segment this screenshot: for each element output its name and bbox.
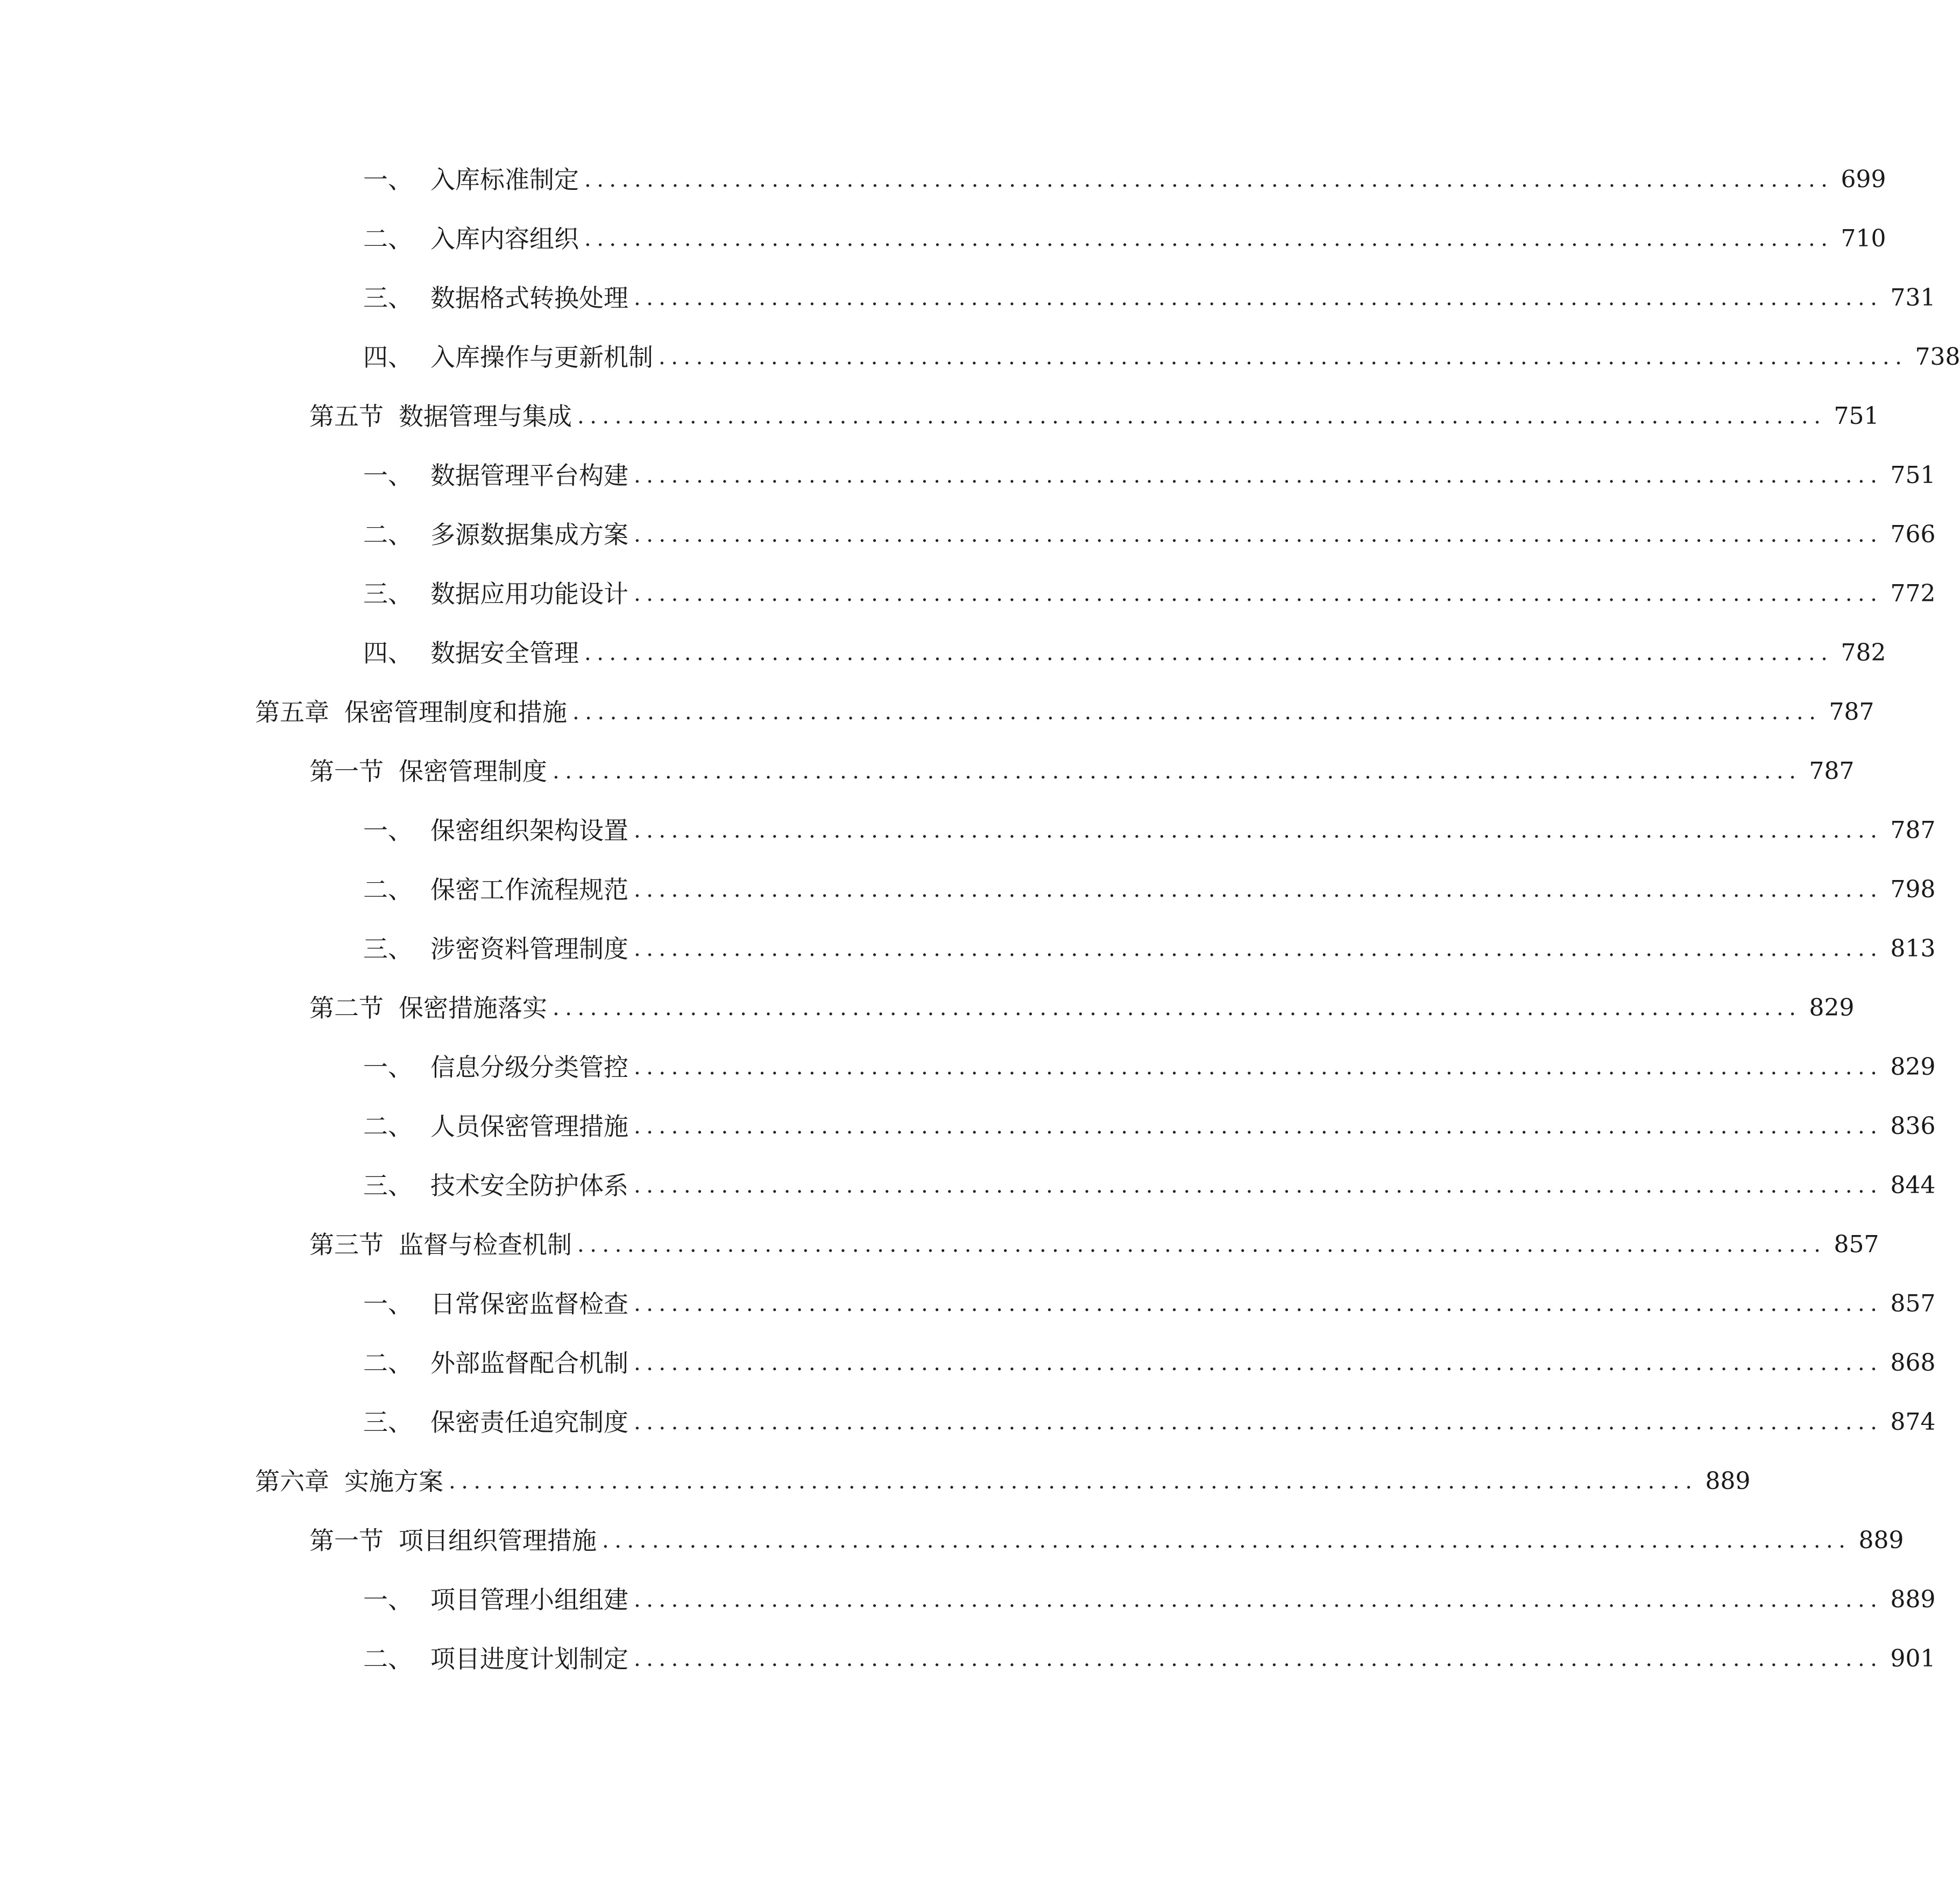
dot-leader: ....................................................................................................	[634, 1055, 1883, 1080]
toc-entry-title: 涉密资料管理制度	[430, 934, 628, 963]
toc-entry-title: 数据安全管理	[430, 639, 579, 668]
dot-leader: ....................................................................................................	[634, 818, 1883, 843]
toc-entry-page: 857	[1834, 1231, 1879, 1258]
toc-entry-title: 项目组织管理措施	[399, 1526, 597, 1555]
toc-section-entry[interactable]	[309, 1223, 1879, 1266]
toc-entry[interactable]	[363, 217, 1886, 260]
toc-entry-page: 813	[1890, 935, 1936, 962]
toc-entry[interactable]	[363, 1342, 1936, 1385]
toc-entry-number: 二、	[363, 1112, 413, 1141]
toc-entry-page: 699	[1841, 166, 1886, 193]
dot-leader: ....................................................................................................	[634, 937, 1883, 961]
toc-entry-page: 710	[1841, 225, 1886, 252]
toc-entry-page: 787	[1809, 757, 1855, 785]
toc-entry-page: 889	[1890, 1586, 1936, 1613]
dot-leader: ....................................................................................................	[584, 167, 1834, 192]
toc-entry[interactable]	[363, 1637, 1936, 1680]
toc-entry[interactable]	[363, 513, 1936, 556]
dot-leader: ....................................................................................................	[577, 1232, 1827, 1257]
toc-entry-page: 889	[1858, 1527, 1904, 1554]
toc-entry-number: 二、	[363, 520, 413, 549]
toc-section-entry[interactable]	[309, 987, 1855, 1030]
dot-leader: ....................................................................................................	[634, 1351, 1883, 1375]
toc-entry-title: 技术安全防护体系	[430, 1171, 628, 1200]
toc-entry[interactable]	[363, 1046, 1936, 1089]
toc-entry-page: 844	[1890, 1172, 1936, 1199]
toc-section-number: 第三节	[309, 1230, 384, 1259]
toc-entry-page: 868	[1890, 1349, 1936, 1377]
dot-leader: ....................................................................................................	[634, 1410, 1883, 1435]
toc-entry-number: 一、	[363, 165, 413, 194]
toc-entry-page: 889	[1705, 1467, 1751, 1495]
toc-entry-title: 人员保密管理措施	[430, 1112, 628, 1141]
toc-entry-title: 数据管理与集成	[399, 402, 572, 431]
toc-entry-title: 监督与检查机制	[399, 1230, 572, 1259]
toc-entry-title: 信息分级分类管控	[430, 1053, 628, 1082]
toc-entry-number: 三、	[363, 1171, 413, 1200]
toc-entry-number: 三、	[363, 283, 413, 313]
toc-entry-number: 二、	[363, 224, 413, 253]
dot-leader: ....................................................................................................	[449, 1469, 1698, 1494]
dot-leader: ....................................................................................................	[553, 759, 1802, 784]
toc-entry-page: 782	[1841, 639, 1886, 666]
dot-leader: ....................................................................................................	[634, 286, 1883, 310]
toc-entry-page: 787	[1890, 817, 1936, 844]
toc-entry-number: 四、	[363, 343, 413, 372]
toc-entry-page: 751	[1834, 402, 1879, 430]
toc-chapter-number: 第六章	[255, 1467, 329, 1496]
dot-leader: ....................................................................................................	[634, 1114, 1883, 1139]
toc-entry-title: 数据格式转换处理	[430, 283, 628, 313]
toc-entry-page: 738	[1915, 343, 1960, 371]
toc-entry-title: 保密工作流程规范	[430, 875, 628, 904]
toc-entry[interactable]	[363, 454, 1936, 497]
toc-section-entry[interactable]	[309, 395, 1879, 438]
toc-entry-page: 829	[1809, 994, 1855, 1021]
toc-entry-page: 901	[1890, 1645, 1936, 1672]
toc-entry-page: 787	[1829, 698, 1874, 726]
toc-entry[interactable]	[363, 1105, 1936, 1148]
toc-entry[interactable]	[363, 809, 1936, 852]
dot-leader: ....................................................................................................	[634, 463, 1883, 488]
toc-entry-page: 798	[1890, 876, 1936, 903]
toc-chapter-entry[interactable]	[255, 691, 1874, 734]
toc-entry-number: 三、	[363, 579, 413, 608]
toc-section-number: 第五节	[309, 402, 384, 431]
dot-leader: ....................................................................................................	[584, 641, 1834, 665]
toc-entry[interactable]	[363, 1578, 1936, 1621]
toc-entry-title: 保密管理制度	[399, 757, 547, 786]
toc-entry-page: 731	[1890, 284, 1936, 311]
toc-entry-title: 入库标准制定	[430, 165, 579, 194]
toc-entry-page: 772	[1890, 580, 1936, 607]
toc-entry-page: 829	[1890, 1053, 1936, 1081]
toc-entry-number: 一、	[363, 816, 413, 845]
toc-entry-title: 保密责任追究制度	[430, 1408, 628, 1437]
toc-entry-number: 四、	[363, 639, 413, 668]
dot-leader: ....................................................................................................	[634, 1587, 1883, 1612]
toc-entry-number: 三、	[363, 1408, 413, 1437]
dot-leader: ....................................................................................................	[577, 404, 1827, 429]
toc-entry-title: 入库操作与更新机制	[430, 343, 653, 372]
toc-section-number: 第一节	[309, 757, 384, 786]
toc-entry[interactable]	[363, 868, 1936, 911]
toc-entry[interactable]	[363, 1282, 1936, 1325]
toc-entry-page: 874	[1890, 1408, 1936, 1436]
toc-entry-title: 保密措施落实	[399, 994, 547, 1023]
toc-entry-title: 实施方案	[344, 1467, 443, 1496]
toc-section-number: 第二节	[309, 994, 384, 1023]
dot-leader: ....................................................................................................	[634, 522, 1883, 547]
dot-leader: ....................................................................................................	[659, 345, 1908, 370]
toc-entry[interactable]	[363, 632, 1886, 675]
toc-entry-title: 入库内容组织	[430, 224, 579, 253]
toc-entry-number: 二、	[363, 1644, 413, 1673]
toc-chapter-entry[interactable]	[255, 1460, 1751, 1503]
toc-entry-title: 数据管理平台构建	[430, 461, 628, 490]
toc-entry-page: 766	[1890, 521, 1936, 548]
dot-leader: ....................................................................................................	[553, 996, 1802, 1020]
toc-section-entry[interactable]	[309, 750, 1855, 793]
toc-entry-page: 857	[1890, 1290, 1936, 1317]
toc-entry[interactable]	[363, 1164, 1936, 1207]
toc-entry[interactable]	[363, 276, 1936, 320]
toc-entry-title: 日常保密监督检查	[430, 1289, 628, 1318]
toc-entry-number: 二、	[363, 875, 413, 904]
toc-entry[interactable]	[363, 158, 1886, 201]
dot-leader: ....................................................................................................	[602, 1528, 1851, 1553]
toc-entry-page: 751	[1890, 462, 1936, 489]
toc-entry-title: 多源数据集成方案	[430, 520, 628, 549]
toc-entry-number: 一、	[363, 461, 413, 490]
toc-entry-number: 二、	[363, 1349, 413, 1378]
toc-entry-number: 一、	[363, 1289, 413, 1318]
dot-leader: ....................................................................................................	[634, 1173, 1883, 1198]
toc-entry-number: 三、	[363, 934, 413, 963]
toc-entry[interactable]	[363, 572, 1936, 615]
toc-section-entry[interactable]	[309, 1519, 1904, 1562]
toc-entry[interactable]	[363, 1401, 1936, 1444]
dot-leader: ....................................................................................................	[634, 1292, 1883, 1316]
dot-leader: ....................................................................................................	[584, 226, 1834, 251]
dot-leader: ....................................................................................................	[634, 877, 1883, 902]
toc-entry-number: 一、	[363, 1053, 413, 1082]
toc-entry-title: 保密组织架构设置	[430, 816, 628, 845]
toc-entry-title: 项目进度计划制定	[430, 1644, 628, 1673]
toc-section-number: 第一节	[309, 1526, 384, 1555]
toc-entry-title: 外部监督配合机制	[430, 1349, 628, 1378]
toc-entry-title: 数据应用功能设计	[430, 579, 628, 608]
dot-leader: ....................................................................................................	[634, 1647, 1883, 1671]
dot-leader: ....................................................................................................	[572, 700, 1822, 725]
toc-chapter-number: 第五章	[255, 698, 329, 727]
toc-entry[interactable]	[363, 336, 1960, 379]
dot-leader: ....................................................................................................	[634, 581, 1883, 606]
toc-entry-page: 836	[1890, 1112, 1936, 1140]
toc-entry-title: 项目管理小组组建	[430, 1585, 628, 1614]
toc-entry-number: 一、	[363, 1585, 413, 1614]
toc-entry[interactable]	[363, 927, 1936, 970]
toc-entry-title: 保密管理制度和措施	[344, 698, 567, 727]
